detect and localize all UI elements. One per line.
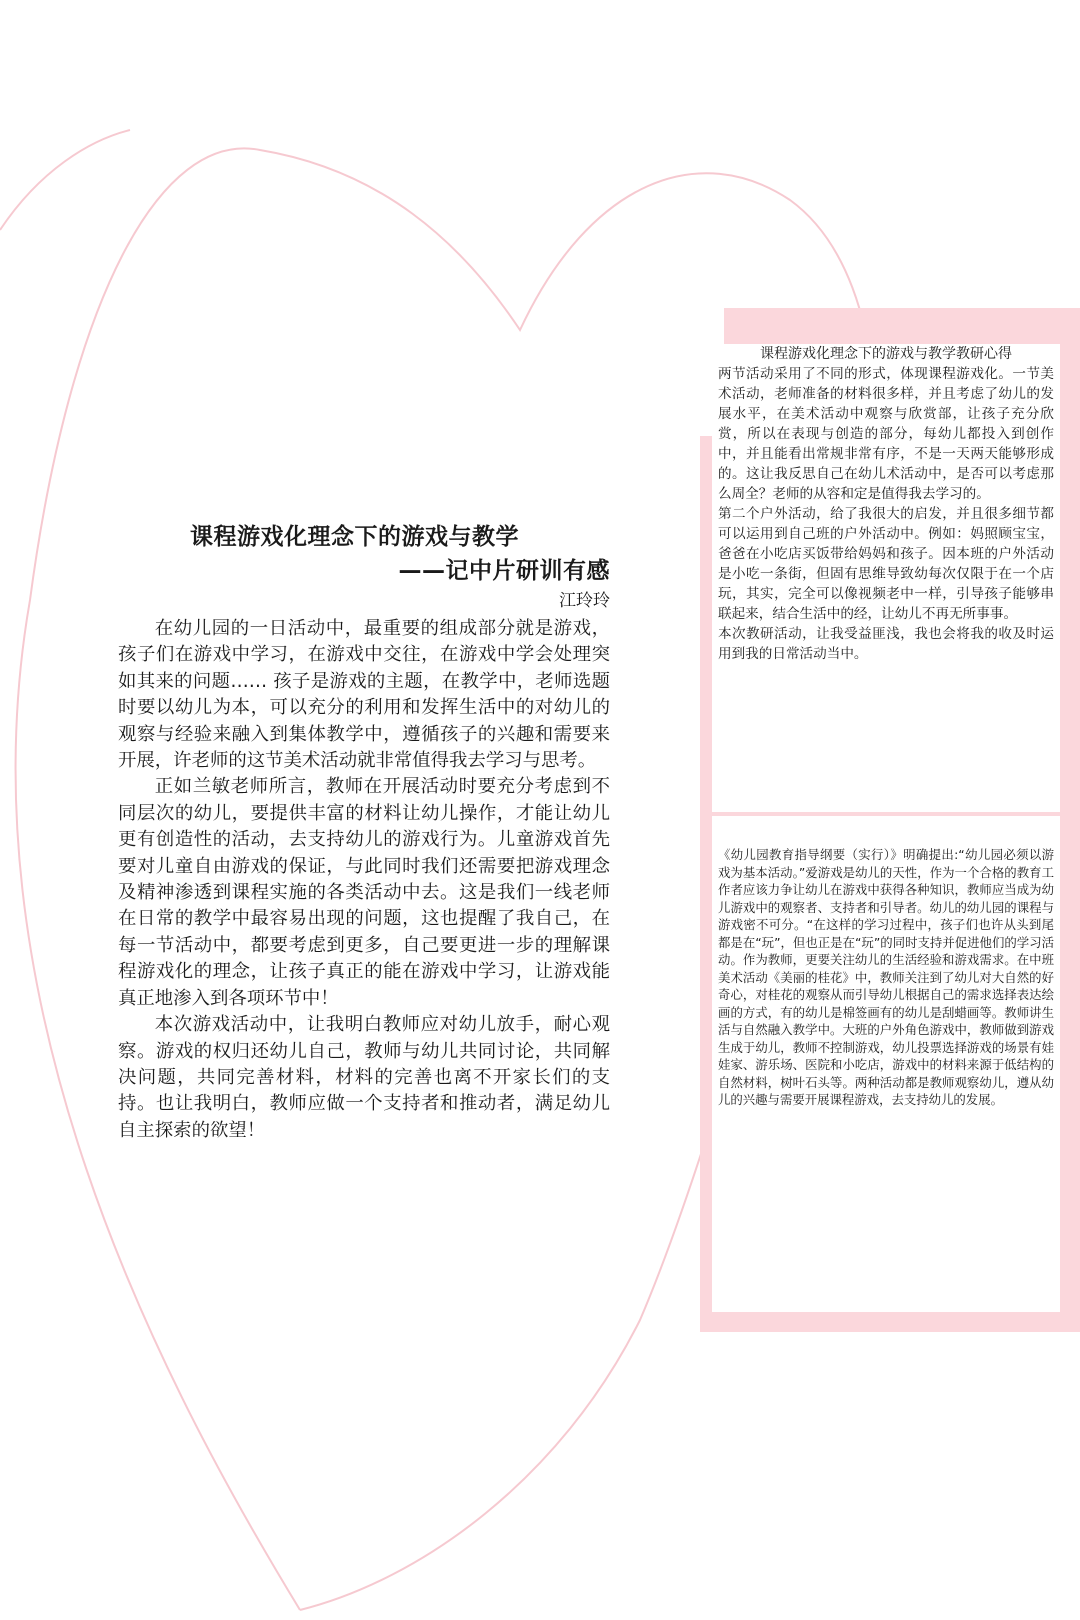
side-note-paragraph: 本次教研活动，让我受益匪浅，我也会将我的收及时运用到我的日常活动当中。 xyxy=(718,626,1054,662)
article-title: 课程游戏化理念下的游戏与教学 xyxy=(190,524,519,550)
heart-outline-inner-line xyxy=(0,130,130,230)
article-paragraph: 本次游戏活动中，让我明白教师应对幼儿放手，耐心观察。游戏的权归还幼儿自己，教师与幼儿共同讨论，共同解决问题，共同完善材料，材料的完善也离不开家长们的支持。也让我明白，教师应做一个支持者和推动者，满足幼儿自主探索的欲望！ xyxy=(118,1014,610,1141)
side-note-bottom xyxy=(712,816,1060,1312)
main-article xyxy=(118,520,610,1144)
article-subtitle: ——记中片研训有感 xyxy=(398,558,610,584)
side-note-paragraph: 两节活动采用了不同的形式，体现课程游戏化。一节美术活动，老师准备的材料很多样，并且考虑了幼儿的发展水平，在美术活动中观察与欣赏部，让孩子充分欣赏，所以在表现与创造的部分，每幼儿都投入到创作中，并且能看出常规非常有序，不是一天两天能够形成的。这让我反思自己在幼儿术活动中，是否可以考虑那么周全？老师的从容和定是值得我去学习的。 xyxy=(718,366,1054,502)
side-panel xyxy=(700,308,1080,1332)
article-paragraph: 在幼儿园的一日活动中，最重要的组成部分就是游戏，孩子们在游戏中学习，在游戏中交往，在游戏中学会处理突如其来的问题…… 孩子是游戏的主题，在教学中，老师选题时要以幼儿为本，可以充分的利用和发挥生活中的对幼儿的观察与经验来融入到集体教学中，遵循孩子的兴趣和需要来开展，许老师的这节美术活动就非常值得我去学习与思考。 xyxy=(118,618,610,772)
side-note-top xyxy=(712,344,1060,812)
side-note-paragraph: 第二个户外活动，给了我很大的启发，并且很多细节都可以运用到自己班的户外活动中。例如：妈照顾宝宝，爸爸在小吃店买饭带给妈妈和孩子。因本班的户外活动是小吃一条街，但固有思维导致幼每次仅限于在一个店玩，其实，完全可以像视频老中一样，引导孩子能够串联起来，结合生活中的经，让幼儿不再无所事事。 xyxy=(718,506,1054,622)
article-author: 江玲玲 xyxy=(559,591,610,611)
side-note-paragraph: 《幼儿园教育指导纲要（实行）》明确提出:“幼儿园必须以游戏为基本活动。”爱游戏是幼儿的天性，作为一个合格的教育工作者应该力争让幼儿在游戏中获得各种知识，教师应当成为幼儿游戏中的观察者、支持者和引导者。幼儿的幼儿园的课程与游戏密不可分。“在这样的学习过程中，孩子们也许从头到尾都是在“玩”，但也正是在“玩”的同时支持并促进他们的学习活动。作为教师，更要关注幼儿的生活经验和游戏需求。在中班美术活动《美丽的桂花》中，教师关注到了幼儿对大自然的好奇心，对桂花的观察从而引导幼儿根据自己的需求选择表达绘画的方式，有的幼儿是棉签画有的幼儿是刮蜡画等。教师讲生活与自然融入教学中。大班的户外角色游戏中，教师做到游戏生成于幼儿，教师不控制游戏，幼儿投票选择游戏的场景有娃娃家、游乐场、医院和小吃店，游戏中的材料来源于低结构的自然材料，树叶石头等。两种活动都是教师观察幼儿，遵从幼儿的兴趣与需要开展课程游戏，去支持幼儿的发展。 xyxy=(718,847,1054,1107)
side-note-title: 课程游戏化理念下的游戏与教学教研心得 xyxy=(760,346,1012,362)
article-paragraph: 正如兰敏老师所言，教师在开展活动时要充分考虑到不同层次的幼儿，要提供丰富的材料让幼儿操作，才能让幼儿更有创造性的活动，去支持幼儿的游戏行为。儿童游戏首先要对儿童自由游戏的保证，与此同时我们还需要把游戏理念及精神渗透到课程实施的各类活动中去。这是我们一线老师在日常的教学中最容易出现的问题，这也提醒了我自己，在每一节活动中，都要考虑到更多，自己要更进一步的理解课程游戏化的理念，让孩子真正的能在游戏中学习，让游戏能真正地渗入到各项环节中！ xyxy=(118,776,610,1009)
